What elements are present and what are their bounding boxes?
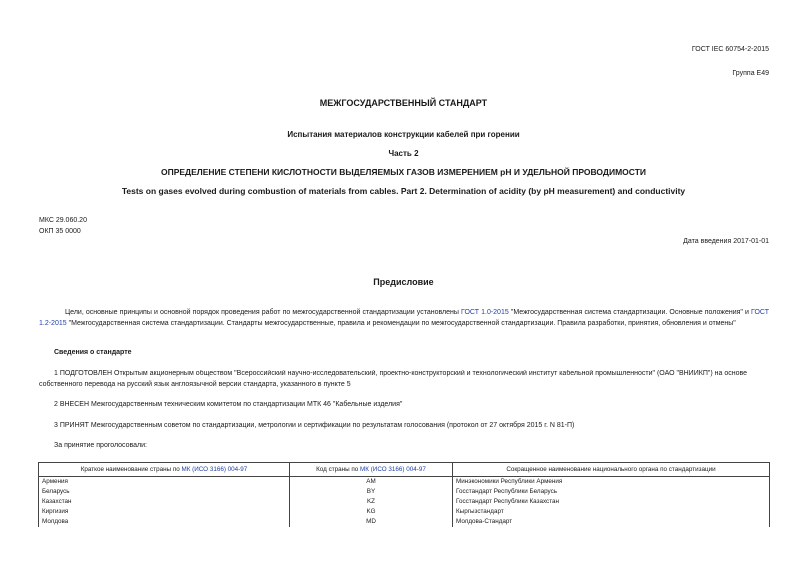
document-part: Часть 2 — [388, 149, 419, 158]
voted-label: За принятие проголосовали: — [54, 442, 147, 449]
country-code-header-text: Код страны по — [316, 465, 361, 473]
item-2: 2 ВНЕСЕН Межгосударственным техническим комитетом по стандартизации МТК 46 "Кабельные изделия" — [54, 401, 403, 408]
voting-table — [38, 462, 770, 527]
english-title: Tests on gases evolved during combustion of materials from cables. Part 2. Determination of acidity (by pH measurement) and conductivity — [121, 186, 686, 196]
group-code: Группа E49 — [732, 70, 769, 77]
item-3: 3 ПРИНЯТ Межгосударственным советом по стандартизации, метрологии и сертификации по результатам голосования (протокол от 27 октября 2015 г. N 81-П) — [54, 422, 575, 429]
org-cell: Госстандарт Республики Казахстан — [453, 497, 770, 507]
country-name-header-text: Краткое наименование страны по — [80, 465, 182, 473]
org-cell: Минэкономики Республики Армения — [453, 477, 770, 488]
mk-iso-link[interactable]: МК (ИСО 3166) 004-97 — [360, 465, 426, 473]
code-cell: BY — [290, 487, 453, 497]
org-cell: Молдова-Стандарт — [453, 517, 770, 527]
code-cell: AM — [290, 477, 453, 488]
item-1-line-1: 1 ПОДГОТОВЛЕН Открытым акционерным обществом "Всероссийский научно-исследовательский, проектно-конструкторский и технологический институт кабельной промышленности" (ОАО "ВНИИКП") на основе — [54, 370, 747, 377]
p1-text-b: "Межгосударственная система стандартизации. Основные положения" и — [508, 309, 752, 316]
gost-1-2-link[interactable]: ГОСТ 1.2-2015 — [39, 309, 769, 327]
foreword-paragraph — [39, 307, 769, 329]
table-row — [39, 517, 770, 527]
country-code-header — [290, 463, 453, 477]
mks-code: МКС 29.060.20 — [39, 217, 87, 224]
p1-text-a: Цели, основные принципы и основной порядок проведения работ по межгосударственной стандартизации установлены — [65, 309, 462, 316]
code-cell: KG — [290, 507, 453, 517]
country-cell: Армения — [39, 477, 290, 488]
document-title: ОПРЕДЕЛЕНИЕ СТЕПЕНИ КИСЛОТНОСТИ ВЫДЕЛЯЕМЫХ ГАЗОВ ИЗМЕРЕНИЕМ pH И УДЕЛЬНОЙ ПРОВОДИМОСТИ — [160, 167, 647, 177]
table-row — [39, 497, 770, 507]
country-cell: Молдова — [39, 517, 290, 527]
standards-body-header: Сокращенное наименование национального органа по стандартизации — [453, 463, 770, 477]
code-cell: MD — [290, 517, 453, 527]
mk-iso-link[interactable]: МК (ИСО 3166) 004-97 — [181, 465, 248, 473]
p1-text-c: "Межгосударственная система стандартизации. Стандарты межгосударственные, правила и рекомендации по межгосударственной стандартизации. Правила разработки, принятия, обновления и отмены" — [66, 320, 736, 327]
org-cell: Кыргызстандарт — [453, 507, 770, 517]
country-cell: Киргизия — [39, 507, 290, 517]
org-cell: Госстандарт Республики Беларусь — [453, 487, 770, 497]
country-cell: Беларусь — [39, 487, 290, 497]
about-standard-heading: Сведения о стандарте — [54, 349, 132, 356]
foreword-heading: Предисловие — [373, 277, 434, 287]
document-subject: Испытания материалов конструкции кабелей при горении — [287, 130, 520, 139]
code-cell: KZ — [290, 497, 453, 507]
table-row — [39, 507, 770, 517]
country-name-header — [39, 463, 290, 477]
country-cell: Казахстан — [39, 497, 290, 507]
intro-date: Дата введения 2017-01-01 — [683, 238, 769, 245]
gost-1-0-link[interactable]: ГОСТ 1.0-2015 — [461, 309, 509, 316]
item-1-line-2: собственного перевода на русский язык англоязычной версии стандарта, указанного в пункте 5 — [39, 381, 351, 388]
okp-code: ОКП 35 0000 — [39, 228, 81, 235]
gost-number: ГОСТ IEC 60754-2-2015 — [691, 46, 769, 53]
table-header-row — [39, 463, 770, 477]
standard-type: МЕЖГОСУДАРСТВЕННЫЙ СТАНДАРТ — [319, 98, 488, 108]
table-row — [39, 487, 770, 497]
table-row — [39, 477, 770, 488]
